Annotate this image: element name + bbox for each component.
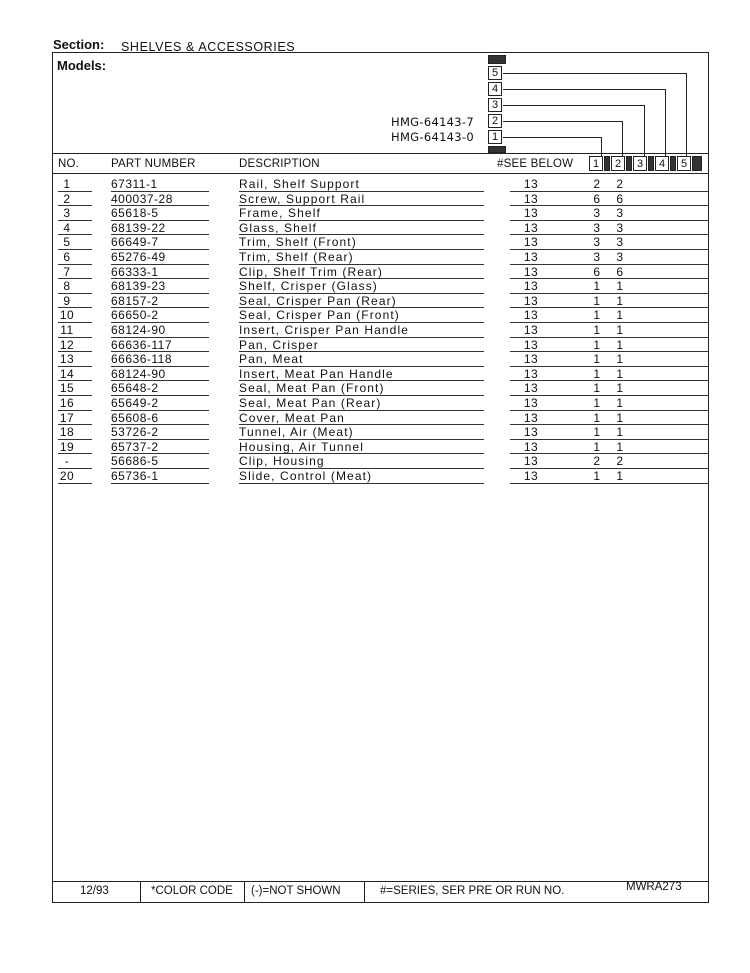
qty-series-1: 3: [593, 250, 601, 264]
qty-series-2: 2: [616, 454, 624, 469]
qty-col-box-4: 4: [655, 156, 669, 171]
see-below-value: 13: [523, 191, 539, 206]
part-no: -: [64, 454, 70, 469]
see-below-value: 13: [523, 220, 539, 235]
qty-series-1: 6: [593, 191, 601, 206]
part-no: 3: [63, 206, 71, 221]
qty-series-1: 1: [593, 323, 601, 337]
table-row: [52, 279, 709, 294]
qty-series-2: 6: [616, 191, 624, 206]
part-number: 53726-2: [111, 425, 159, 440]
series-box-cap-top: [488, 55, 506, 64]
part-no: 5: [63, 235, 71, 250]
table-row: [52, 469, 709, 484]
part-no: 18: [59, 425, 75, 440]
qty-series-1: 3: [593, 220, 601, 235]
table-row: [52, 338, 709, 353]
qty-series-2: 6: [616, 264, 624, 279]
footer-series-note: #=SERIES, SER PRE OR RUN NO.: [380, 885, 565, 897]
qty-col-divider-1: [604, 156, 610, 171]
table-row: [52, 352, 709, 367]
series-box-2: 2: [488, 114, 502, 128]
qty-series-1: 6: [593, 264, 601, 279]
see-below-value: 13: [523, 235, 539, 250]
part-description: Pan, Meat: [239, 352, 304, 367]
table-row: [52, 221, 709, 236]
see-below-value: 13: [523, 454, 539, 469]
qty-series-2: 1: [616, 352, 624, 367]
col-header-description: DESCRIPTION: [239, 158, 320, 170]
part-no: 17: [59, 410, 75, 425]
qty-col-box-2: 2: [611, 156, 625, 171]
qty-series-2: 3: [616, 220, 624, 235]
part-number: 68139-23: [111, 279, 166, 294]
part-description: Shelf, Crisper (Glass): [239, 279, 378, 294]
qty-series-2: 1: [616, 410, 624, 425]
qty-series-1: 1: [593, 352, 601, 367]
part-number: 66650-2: [111, 308, 159, 323]
qty-series-2: 1: [616, 279, 624, 294]
see-below-value: 13: [523, 337, 539, 352]
part-description: Screw, Support Rail: [239, 191, 366, 206]
see-below-value: 13: [523, 250, 539, 264]
section-label: Section:: [53, 37, 105, 52]
qty-series-2: 3: [616, 206, 624, 221]
qty-series-1: 1: [593, 293, 601, 308]
qty-series-1: 1: [593, 469, 601, 483]
model-name-2: HMG-64143-0: [391, 130, 474, 144]
table-row: [52, 250, 709, 265]
part-no: 2: [63, 191, 71, 206]
col-header-no: NO.: [58, 158, 80, 170]
see-below-value: 13: [523, 279, 539, 294]
series-box-5: 5: [488, 66, 502, 80]
footer-date: 12/93: [80, 885, 109, 897]
qty-col-cap: [692, 156, 702, 171]
table-row: [52, 323, 709, 338]
table-row: [52, 396, 709, 411]
part-description: Housing, Air Tunnel: [239, 439, 364, 454]
see-below-value: 13: [523, 206, 539, 221]
part-no: 12: [59, 337, 75, 352]
part-description: Insert, Meat Pan Handle: [239, 366, 394, 381]
qty-series-1: 1: [593, 410, 601, 425]
model-name-1: HMG-64143-7: [391, 115, 474, 129]
col-header-see-below: #SEE BELOW: [497, 158, 574, 170]
qty-col-box-1: 1: [589, 156, 603, 171]
table-row: [52, 411, 709, 426]
qty-series-1: 1: [593, 396, 601, 410]
part-description: Seal, Meat Pan (Front): [239, 381, 385, 396]
series-box-1: 1: [488, 130, 502, 144]
part-number: 66333-1: [111, 264, 159, 279]
part-description: Tunnel, Air (Meat): [239, 425, 354, 440]
part-no: 16: [59, 396, 75, 410]
part-no: 13: [59, 352, 75, 367]
part-number: 65608-6: [111, 410, 159, 425]
qty-series-2: 1: [616, 337, 624, 352]
part-description: Clip, Housing: [239, 454, 325, 469]
part-no: 14: [59, 366, 75, 381]
part-number: 68157-2: [111, 293, 159, 308]
table-row: [52, 308, 709, 323]
part-no: 20: [59, 469, 75, 483]
part-description: Seal, Crisper Pan (Front): [239, 308, 400, 323]
part-number: 65737-2: [111, 439, 159, 454]
see-below-value: 13: [523, 469, 539, 483]
table-row: [52, 177, 709, 192]
qty-series-2: 2: [616, 177, 624, 191]
qty-series-2: 1: [616, 469, 624, 483]
part-no: 7: [63, 264, 71, 279]
see-below-value: 13: [523, 396, 539, 410]
part-description: Rail, Shelf Support: [239, 177, 360, 191]
part-number: 56686-5: [111, 454, 159, 469]
column-header-rule: [52, 173, 709, 174]
qty-series-1: 2: [593, 454, 601, 469]
part-description: Frame, Shelf: [239, 206, 321, 221]
part-no: 6: [63, 250, 71, 264]
qty-series-2: 1: [616, 293, 624, 308]
section-title: SHELVES & ACCESSORIES: [121, 40, 296, 54]
qty-series-1: 1: [593, 439, 601, 454]
col-header-part-number: PART NUMBER: [111, 158, 196, 170]
table-row: [52, 425, 709, 440]
qty-series-2: 1: [616, 396, 624, 410]
part-no: 1: [63, 177, 71, 191]
part-number: 68124-90: [111, 366, 166, 381]
part-number: 65276-49: [111, 250, 166, 264]
series-box-4: 4: [488, 82, 502, 96]
part-description: Seal, Crisper Pan (Rear): [239, 293, 397, 308]
footer-divider-1: [140, 881, 141, 903]
part-number: 67311-1: [111, 177, 158, 191]
part-number: 400037-28: [111, 191, 173, 206]
part-number: 65649-2: [111, 396, 159, 410]
qty-series-2: 1: [616, 308, 624, 323]
row-underline: [239, 483, 484, 484]
qty-series-2: 1: [616, 366, 624, 381]
part-number: 65618-5: [111, 206, 159, 221]
part-no: 9: [63, 293, 71, 308]
qty-col-divider-3: [648, 156, 654, 171]
part-no: 8: [63, 279, 71, 294]
table-row: [52, 235, 709, 250]
see-below-value: 13: [523, 366, 539, 381]
part-description: Clip, Shelf Trim (Rear): [239, 264, 383, 279]
qty-series-1: 1: [593, 381, 601, 396]
row-underline: [590, 483, 708, 484]
row-underline: [58, 483, 92, 484]
see-below-value: 13: [523, 425, 539, 440]
qty-series-1: 1: [593, 279, 601, 294]
see-below-value: 13: [523, 410, 539, 425]
table-row: [52, 367, 709, 382]
part-no: 4: [63, 220, 71, 235]
part-description: Insert, Crisper Pan Handle: [239, 323, 409, 337]
qty-series-2: 3: [616, 235, 624, 250]
see-below-value: 13: [523, 439, 539, 454]
qty-series-1: 1: [593, 425, 601, 440]
part-description: Slide, Control (Meat): [239, 469, 373, 483]
footer-color-code: *COLOR CODE: [151, 885, 233, 897]
part-number: 66636-117: [111, 337, 172, 352]
qty-series-1: 2: [593, 177, 601, 191]
qty-series-1: 1: [593, 366, 601, 381]
qty-col-box-3: 3: [633, 156, 647, 171]
part-description: Cover, Meat Pan: [239, 410, 345, 425]
part-description: Glass, Shelf: [239, 220, 317, 235]
qty-series-1: 1: [593, 337, 601, 352]
part-number: 68124-90: [111, 323, 166, 337]
footer-doc-id: MWRA273: [626, 881, 682, 893]
see-below-value: 13: [523, 293, 539, 308]
see-below-value: 13: [523, 264, 539, 279]
part-number: 68139-22: [111, 220, 166, 235]
part-no: 11: [60, 323, 74, 337]
see-below-value: 13: [523, 323, 539, 337]
part-number: 66649-7: [111, 235, 159, 250]
qty-series-2: 1: [616, 425, 624, 440]
table-row: [52, 381, 709, 396]
qty-col-divider-2: [626, 156, 632, 171]
models-label: Models:: [57, 58, 107, 73]
see-below-value: 13: [523, 381, 539, 396]
part-description: Pan, Crisper: [239, 337, 319, 352]
part-description: Trim, Shelf (Front): [239, 235, 357, 250]
qty-series-2: 1: [616, 439, 624, 454]
qty-series-1: 1: [593, 308, 601, 323]
see-below-value: 13: [523, 352, 539, 367]
row-underline: [111, 483, 209, 484]
qty-series-2: 3: [616, 250, 624, 264]
table-row: [52, 454, 709, 469]
footer-rule: [52, 881, 709, 882]
table-row: [52, 192, 709, 207]
qty-series-1: 3: [593, 235, 601, 250]
qty-col-divider-4: [670, 156, 676, 171]
part-number: 65736-1: [111, 469, 159, 483]
part-description: Seal, Meat Pan (Rear): [239, 396, 382, 410]
table-row: [52, 206, 709, 221]
part-number: 66636-118: [111, 352, 172, 367]
footer-not-shown: (-)=NOT SHOWN: [251, 885, 341, 897]
series-box-3: 3: [488, 98, 502, 112]
see-below-value: 13: [523, 177, 539, 191]
footer-divider-3: [364, 881, 365, 903]
part-number: 65648-2: [111, 381, 159, 396]
qty-series-2: 1: [616, 323, 624, 337]
part-no: 15: [59, 381, 75, 396]
part-no: 10: [59, 308, 75, 323]
qty-col-box-5: 5: [677, 156, 691, 171]
header-rule: [52, 153, 709, 154]
table-row: [52, 265, 709, 280]
see-below-value: 13: [523, 308, 539, 323]
qty-series-2: 1: [616, 381, 624, 396]
table-row: [52, 440, 709, 455]
part-no: 19: [59, 439, 75, 454]
part-description: Trim, Shelf (Rear): [239, 250, 354, 264]
footer-divider-2: [244, 881, 245, 903]
qty-series-1: 3: [593, 206, 601, 221]
table-row: [52, 294, 709, 309]
